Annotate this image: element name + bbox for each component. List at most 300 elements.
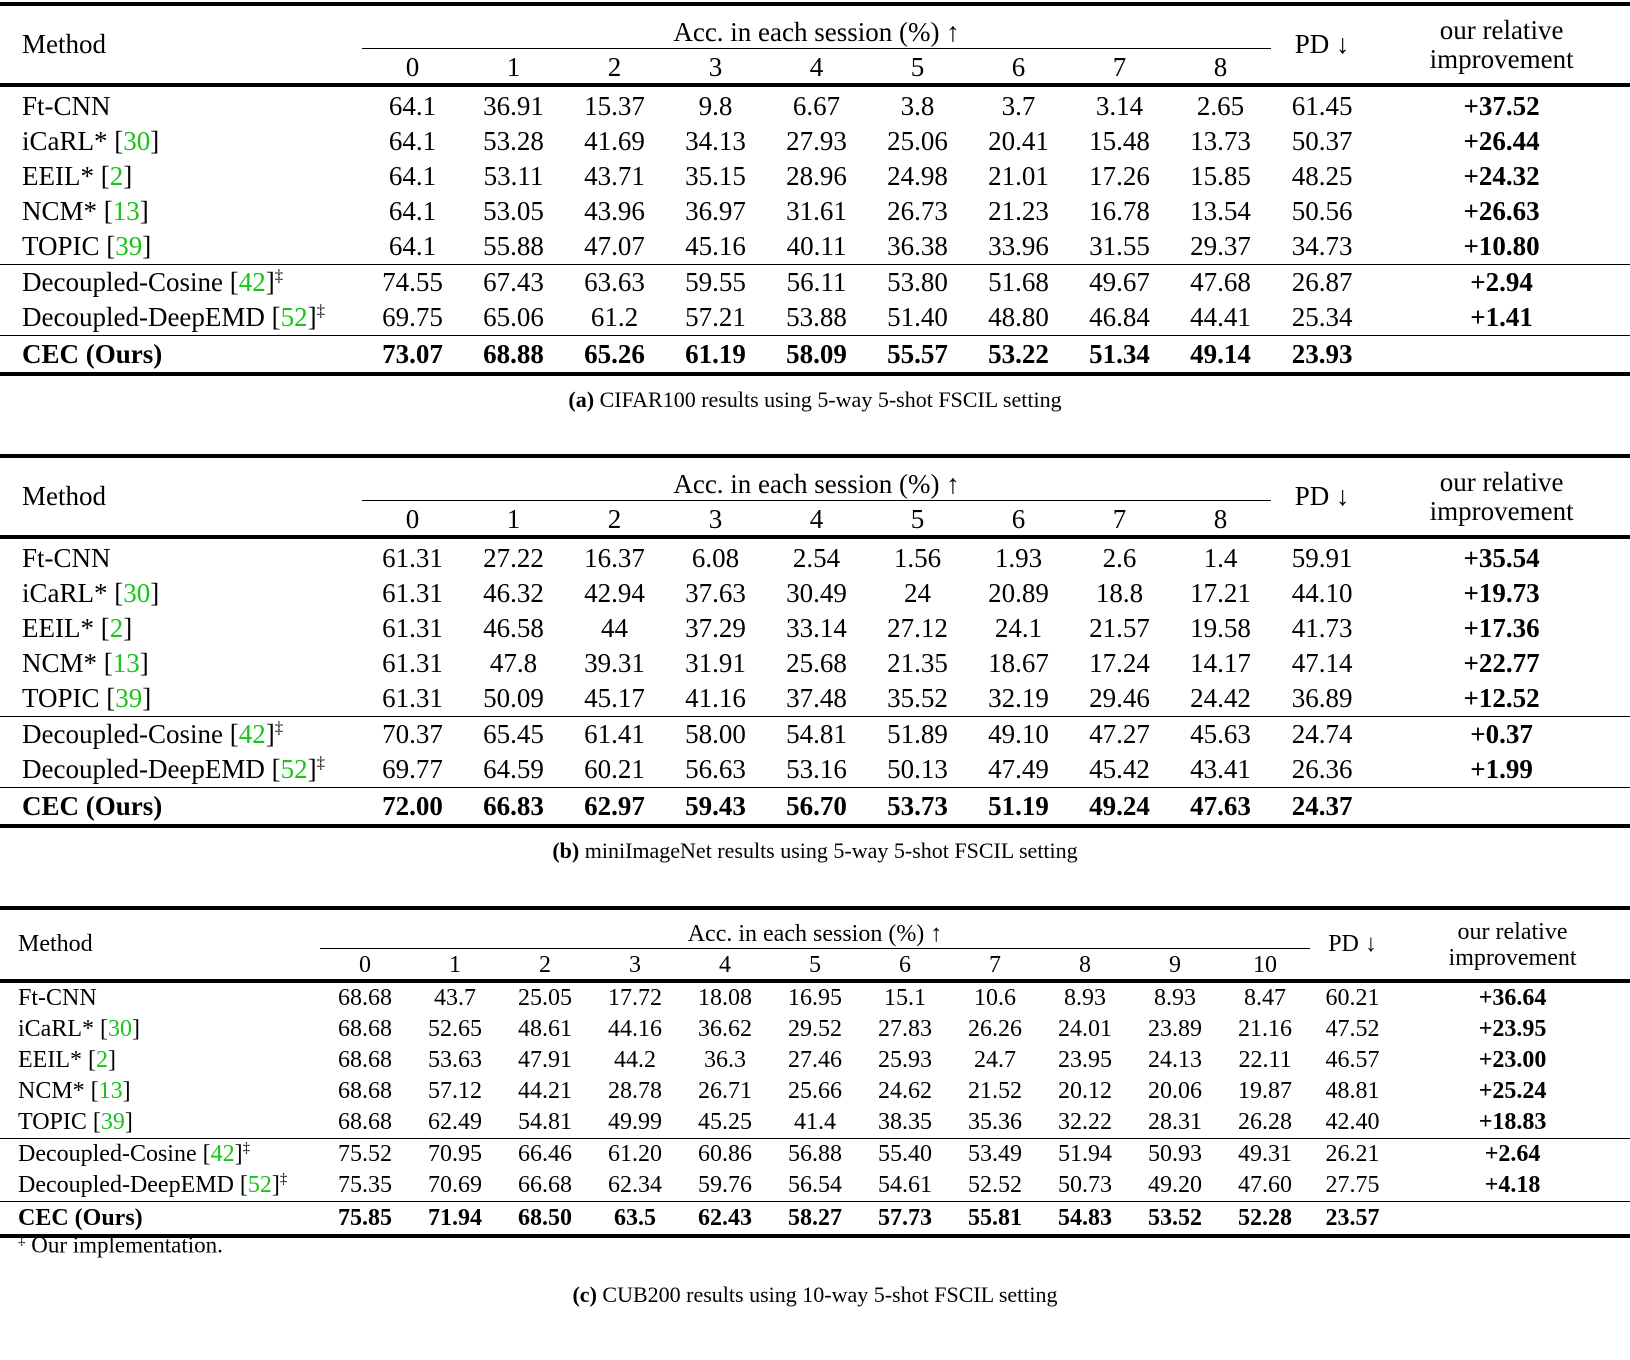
table-b-miniimagenet bbox=[0, 454, 1630, 863]
table-row bbox=[0, 681, 1630, 717]
session-accuracy-cell: 47.8 bbox=[489, 648, 538, 678]
pd-cell: 46.57 bbox=[1325, 1047, 1380, 1073]
session-accuracy-cell: 30.49 bbox=[786, 578, 847, 608]
session-accuracy-cell: 56.70 bbox=[766, 788, 867, 827]
table-row bbox=[0, 752, 1630, 788]
session-accuracy-cell: 53.52 bbox=[1130, 1202, 1220, 1237]
session-accuracy-cell: 51.94 bbox=[1040, 1139, 1130, 1171]
pd-cell: 36.89 bbox=[1291, 683, 1353, 713]
session-accuracy-cell: 56.63 bbox=[685, 754, 746, 784]
session-accuracy-cell: 36.62 bbox=[698, 1016, 752, 1042]
session-accuracy-cell: 68.68 bbox=[338, 1109, 392, 1135]
citation-link[interactable]: 30 bbox=[108, 1016, 132, 1042]
method-name: TOPIC [39] bbox=[22, 231, 152, 261]
session-accuracy-cell: 2.6 bbox=[1069, 537, 1170, 576]
method-name: iCaRL* [30] bbox=[18, 1016, 140, 1042]
relative-improvement-cell: +17.36 bbox=[1463, 613, 1540, 643]
header-improvement bbox=[1373, 4, 1630, 85]
table-row bbox=[0, 1107, 1630, 1139]
citation-link[interactable]: 42 bbox=[238, 719, 266, 749]
session-accuracy-cell: 36.38 bbox=[887, 231, 948, 261]
session-accuracy-cell: 55.88 bbox=[483, 231, 544, 261]
table-row bbox=[0, 229, 1630, 265]
header-session: 4 bbox=[809, 52, 824, 82]
session-accuracy-cell: 8.47 bbox=[1220, 981, 1310, 1014]
session-accuracy-cell: 33.96 bbox=[988, 231, 1049, 261]
table-body bbox=[0, 85, 1630, 374]
pd-cell: 23.57 bbox=[1310, 1202, 1395, 1237]
dagger-footnote-mark: ‡ bbox=[274, 718, 284, 737]
session-accuracy-cell: 66.46 bbox=[500, 1139, 590, 1171]
session-accuracy-cell: 65.26 bbox=[564, 336, 665, 375]
session-accuracy-cell: 53.73 bbox=[867, 788, 968, 827]
method-label: TOPIC [ bbox=[22, 231, 116, 261]
session-accuracy-cell: 24.98 bbox=[887, 161, 948, 191]
dagger-footnote-mark: ‡ bbox=[242, 1140, 251, 1156]
session-accuracy-cell: 54.83 bbox=[1040, 1202, 1130, 1237]
relative-improvement-cell: +22.77 bbox=[1463, 648, 1540, 678]
header-session: 9 bbox=[1169, 952, 1181, 978]
header-session: 8 bbox=[1079, 952, 1091, 978]
header-session: 2 bbox=[539, 952, 551, 978]
session-accuracy-cell: 20.06 bbox=[1148, 1078, 1202, 1104]
session-accuracy-cell: 13.73 bbox=[1190, 126, 1251, 156]
session-accuracy-cell: 51.19 bbox=[968, 788, 1069, 827]
session-accuracy-cell: 26.73 bbox=[887, 196, 948, 226]
method-label: CEC (Ours) bbox=[22, 338, 163, 369]
session-accuracy-cell: 17.21 bbox=[1190, 578, 1251, 608]
pd-cell: 24.37 bbox=[1271, 788, 1373, 827]
session-accuracy-cell: 47.27 bbox=[1069, 717, 1170, 753]
citation-link[interactable]: 39 bbox=[100, 1109, 125, 1135]
relative-improvement-cell bbox=[1395, 1202, 1630, 1237]
session-accuracy-cell: 51.89 bbox=[867, 717, 968, 753]
header-pd: PD ↓ bbox=[1328, 931, 1377, 957]
session-accuracy-cell: 68.50 bbox=[500, 1202, 590, 1237]
session-accuracy-cell: 27.46 bbox=[788, 1047, 842, 1073]
session-accuracy-cell: 26.71 bbox=[698, 1078, 752, 1104]
session-accuracy-cell: 51.68 bbox=[968, 265, 1069, 301]
relative-improvement-cell: +2.64 bbox=[1395, 1139, 1630, 1171]
method-label: iCaRL* [ bbox=[18, 1016, 108, 1042]
session-accuracy-cell: 55.81 bbox=[950, 1202, 1040, 1237]
table-row bbox=[0, 788, 1630, 827]
session-accuracy-cell: 53.11 bbox=[483, 161, 544, 191]
method-label: NCM* [ bbox=[22, 196, 113, 226]
table-row bbox=[0, 1076, 1630, 1107]
session-accuracy-cell: 72.00 bbox=[362, 788, 463, 827]
session-accuracy-cell: 43.96 bbox=[584, 196, 645, 226]
session-accuracy-cell: 70.69 bbox=[428, 1172, 482, 1198]
header-session: 0 bbox=[405, 504, 420, 534]
results-table bbox=[0, 906, 1630, 1238]
session-accuracy-cell: 53.28 bbox=[483, 126, 544, 156]
session-accuracy-cell: 62.43 bbox=[680, 1202, 770, 1237]
session-accuracy-cell: 18.08 bbox=[680, 981, 770, 1014]
session-accuracy-cell: 57.21 bbox=[685, 302, 746, 332]
session-accuracy-cell: 25.06 bbox=[887, 126, 948, 156]
session-accuracy-cell: 47.63 bbox=[1170, 788, 1271, 827]
session-accuracy-cell: 18.67 bbox=[988, 648, 1049, 678]
header-session: 3 bbox=[708, 52, 723, 82]
session-accuracy-cell: 58.09 bbox=[766, 336, 867, 375]
relative-improvement-cell: +23.00 bbox=[1478, 1047, 1547, 1073]
header-method: Method bbox=[18, 931, 93, 957]
dagger-footnote-mark: ‡ bbox=[279, 1171, 288, 1187]
pd-cell: 60.21 bbox=[1310, 981, 1395, 1014]
session-accuracy-cell: 61.20 bbox=[590, 1139, 680, 1171]
pd-cell: 59.91 bbox=[1271, 537, 1373, 576]
session-accuracy-cell: 48.61 bbox=[518, 1016, 572, 1042]
results-table bbox=[0, 2, 1630, 376]
session-accuracy-cell: 19.58 bbox=[1190, 613, 1251, 643]
citation-link[interactable]: 42 bbox=[238, 267, 266, 297]
session-accuracy-cell: 36.91 bbox=[463, 85, 564, 124]
pd-cell: 34.73 bbox=[1291, 231, 1353, 261]
header-session: 8 bbox=[1213, 504, 1228, 534]
citation-link[interactable]: 52 bbox=[280, 754, 308, 784]
citation-link[interactable]: 13 bbox=[98, 1078, 123, 1104]
session-accuracy-cell: 21.23 bbox=[988, 196, 1049, 226]
method-label: Ft-CNN bbox=[18, 985, 97, 1011]
session-accuracy-cell: 27.22 bbox=[463, 537, 564, 576]
header-improvement bbox=[1373, 456, 1630, 537]
header-pd: PD ↓ bbox=[1294, 29, 1350, 59]
session-accuracy-cell: 54.81 bbox=[766, 717, 867, 753]
relative-improvement-cell: +10.80 bbox=[1463, 231, 1540, 261]
relative-improvement-cell: +24.32 bbox=[1463, 161, 1540, 191]
table-row bbox=[0, 194, 1630, 229]
session-accuracy-cell: 53.80 bbox=[867, 265, 968, 301]
session-accuracy-cell: 68.68 bbox=[338, 1047, 392, 1073]
session-accuracy-cell: 53.22 bbox=[968, 336, 1069, 375]
relative-improvement-cell: +1.99 bbox=[1470, 754, 1533, 784]
method-label: Decoupled-DeepEMD [ bbox=[22, 302, 281, 332]
session-accuracy-cell: 53.16 bbox=[786, 754, 847, 784]
session-accuracy-cell: 25.68 bbox=[786, 648, 847, 678]
header-improvement-line2: improvement bbox=[1429, 43, 1574, 74]
session-accuracy-cell: 43.71 bbox=[584, 161, 645, 191]
pd-cell: 42.40 bbox=[1325, 1109, 1380, 1135]
session-accuracy-cell: 49.31 bbox=[1220, 1139, 1310, 1171]
relative-improvement-cell: +18.83 bbox=[1478, 1109, 1547, 1135]
session-accuracy-cell: 63.5 bbox=[590, 1202, 680, 1237]
session-accuracy-cell: 46.32 bbox=[483, 578, 544, 608]
footnote bbox=[18, 1232, 223, 1259]
session-accuracy-cell: 54.81 bbox=[518, 1109, 572, 1135]
session-accuracy-cell: 50.13 bbox=[887, 754, 948, 784]
session-accuracy-cell: 3.14 bbox=[1069, 85, 1170, 124]
session-accuracy-cell: 24.01 bbox=[1058, 1016, 1112, 1042]
session-accuracy-cell: 6.08 bbox=[665, 537, 766, 576]
session-accuracy-cell: 31.91 bbox=[685, 648, 746, 678]
session-accuracy-cell: 49.67 bbox=[1069, 265, 1170, 301]
session-accuracy-cell: 65.06 bbox=[483, 302, 544, 332]
header-session: 0 bbox=[405, 52, 420, 82]
header-pd: PD ↓ bbox=[1294, 481, 1350, 511]
method-label: EEIL* [ bbox=[22, 161, 110, 191]
caption-label: (b) bbox=[552, 838, 580, 863]
session-accuracy-cell: 65.45 bbox=[463, 717, 564, 753]
session-accuracy-cell: 53.88 bbox=[786, 302, 847, 332]
session-accuracy-cell: 15.48 bbox=[1089, 126, 1150, 156]
relative-improvement-cell bbox=[1373, 788, 1630, 827]
session-accuracy-cell: 49.10 bbox=[968, 717, 1069, 753]
citation-link[interactable]: 39 bbox=[115, 231, 143, 261]
session-accuracy-cell: 59.76 bbox=[698, 1172, 752, 1198]
session-accuracy-cell: 28.96 bbox=[786, 161, 847, 191]
method-name: Decoupled-DeepEMD [52]‡ bbox=[22, 301, 326, 332]
session-accuracy-cell: 74.55 bbox=[362, 265, 463, 301]
session-accuracy-cell: 49.20 bbox=[1148, 1172, 1202, 1198]
citation-link[interactable]: 30 bbox=[123, 126, 151, 156]
method-name bbox=[0, 85, 362, 124]
session-accuracy-cell: 61.31 bbox=[382, 578, 443, 608]
method-name: EEIL* [2] bbox=[18, 1047, 116, 1073]
relative-improvement-cell: +12.52 bbox=[1463, 683, 1540, 713]
relative-improvement-cell: +35.54 bbox=[1373, 537, 1630, 576]
session-accuracy-cell: 21.52 bbox=[968, 1078, 1022, 1104]
citation-link[interactable]: 52 bbox=[280, 302, 308, 332]
session-accuracy-cell: 45.42 bbox=[1089, 754, 1150, 784]
citation-link[interactable]: 2 bbox=[109, 613, 124, 643]
table-row bbox=[0, 537, 1630, 576]
pd-cell: 27.75 bbox=[1325, 1172, 1380, 1198]
session-accuracy-cell: 64.1 bbox=[388, 196, 437, 226]
session-accuracy-cell: 8.93 bbox=[1040, 981, 1130, 1014]
table-a-cifar100 bbox=[0, 2, 1630, 412]
header-session: 3 bbox=[708, 504, 723, 534]
session-accuracy-cell: 45.25 bbox=[698, 1109, 752, 1135]
session-accuracy-cell: 35.36 bbox=[968, 1109, 1022, 1135]
session-accuracy-cell: 68.68 bbox=[320, 981, 410, 1014]
session-accuracy-cell: 59.43 bbox=[665, 788, 766, 827]
session-accuracy-cell: 61.31 bbox=[382, 613, 443, 643]
citation-link[interactable]: 42 bbox=[210, 1141, 235, 1167]
session-accuracy-cell: 28.78 bbox=[608, 1078, 662, 1104]
session-accuracy-cell: 24.1 bbox=[994, 613, 1043, 643]
session-accuracy-cell: 55.57 bbox=[867, 336, 968, 375]
session-accuracy-cell: 33.14 bbox=[786, 613, 847, 643]
session-accuracy-cell: 21.16 bbox=[1238, 1016, 1293, 1042]
session-accuracy-cell: 35.15 bbox=[685, 161, 746, 191]
session-accuracy-cell: 67.43 bbox=[463, 265, 564, 301]
pd-cell: 41.73 bbox=[1291, 613, 1353, 643]
session-accuracy-cell: 66.83 bbox=[463, 788, 564, 827]
header-method: Method bbox=[22, 481, 106, 511]
session-accuracy-cell: 24 bbox=[904, 578, 931, 608]
session-accuracy-cell: 27.12 bbox=[887, 613, 948, 643]
session-accuracy-cell: 37.48 bbox=[786, 683, 847, 713]
session-accuracy-cell: 66.68 bbox=[518, 1172, 572, 1198]
session-accuracy-cell: 73.07 bbox=[362, 336, 463, 375]
citation-link[interactable]: 39 bbox=[115, 683, 143, 713]
session-accuracy-cell: 52.65 bbox=[428, 1016, 482, 1042]
header-session: 0 bbox=[359, 952, 371, 978]
method-label: EEIL* [ bbox=[22, 613, 110, 643]
session-accuracy-cell: 43.41 bbox=[1190, 754, 1251, 784]
table-caption bbox=[0, 387, 1630, 413]
method-label: TOPIC [ bbox=[22, 683, 116, 713]
session-accuracy-cell: 2.54 bbox=[766, 537, 867, 576]
table-body bbox=[0, 981, 1630, 1236]
session-accuracy-cell: 47.49 bbox=[988, 754, 1049, 784]
dagger-footnote-mark: ‡ bbox=[274, 266, 284, 285]
header-improvement-line1: our relative bbox=[1457, 918, 1568, 945]
session-accuracy-cell: 1.4 bbox=[1170, 537, 1271, 576]
session-accuracy-cell: 64.1 bbox=[388, 126, 437, 156]
session-accuracy-cell: 62.49 bbox=[428, 1109, 482, 1135]
header-acc-group: Acc. in each session (%) ↑ bbox=[362, 4, 1271, 49]
session-accuracy-cell: 17.26 bbox=[1089, 161, 1150, 191]
session-accuracy-cell: 53.49 bbox=[950, 1139, 1040, 1171]
method-name: NCM* [13] bbox=[22, 196, 149, 226]
pd-cell: 50.56 bbox=[1291, 196, 1353, 226]
session-accuracy-cell: 36.3 bbox=[704, 1047, 746, 1073]
relative-improvement-cell: +2.94 bbox=[1373, 265, 1630, 301]
session-accuracy-cell: 58.00 bbox=[665, 717, 766, 753]
table-row bbox=[0, 85, 1630, 124]
method-label: EEIL* [ bbox=[18, 1047, 96, 1073]
method-name bbox=[0, 537, 362, 576]
session-accuracy-cell: 70.37 bbox=[362, 717, 463, 753]
session-accuracy-cell: 26.28 bbox=[1238, 1109, 1293, 1135]
session-accuracy-cell: 21.01 bbox=[988, 161, 1049, 191]
method-label: iCaRL* [ bbox=[22, 578, 124, 608]
header-session: 2 bbox=[607, 504, 622, 534]
pd-cell: 61.45 bbox=[1271, 85, 1373, 124]
method-label: Decoupled-DeepEMD [ bbox=[22, 754, 281, 784]
header-session: 6 bbox=[1011, 52, 1026, 82]
session-accuracy-cell: 48.80 bbox=[988, 302, 1049, 332]
method-name: NCM* [13] bbox=[18, 1078, 131, 1104]
footnote-mark: ‡ bbox=[18, 1232, 26, 1248]
session-accuracy-cell: 24.13 bbox=[1148, 1047, 1202, 1073]
method-name: Decoupled-Cosine [42]‡ bbox=[0, 1139, 320, 1171]
header-session: 7 bbox=[1112, 52, 1127, 82]
session-accuracy-cell: 32.22 bbox=[1058, 1109, 1112, 1135]
session-accuracy-cell: 1.56 bbox=[867, 537, 968, 576]
session-accuracy-cell: 75.35 bbox=[338, 1172, 392, 1198]
session-accuracy-cell: 37.63 bbox=[685, 578, 746, 608]
relative-improvement-cell: +26.63 bbox=[1463, 196, 1540, 226]
method-name: TOPIC [39] bbox=[22, 683, 152, 713]
session-accuracy-cell: 31.55 bbox=[1089, 231, 1150, 261]
session-accuracy-cell: 44.16 bbox=[608, 1016, 662, 1042]
method-name: TOPIC [39] bbox=[18, 1109, 133, 1135]
session-accuracy-cell: 52.52 bbox=[968, 1172, 1022, 1198]
caption-text: CUB200 results using 10-way 5-shot FSCIL setting bbox=[596, 1282, 1058, 1307]
session-accuracy-cell: 56.11 bbox=[766, 265, 867, 301]
pd-cell: 48.25 bbox=[1291, 161, 1353, 191]
session-accuracy-cell: 43.7 bbox=[410, 981, 500, 1014]
session-accuracy-cell: 68.68 bbox=[338, 1016, 392, 1042]
session-accuracy-cell: 24.62 bbox=[878, 1078, 932, 1104]
session-accuracy-cell: 18.8 bbox=[1095, 578, 1144, 608]
session-accuracy-cell: 59.55 bbox=[665, 265, 766, 301]
method-name bbox=[0, 1202, 320, 1237]
session-accuracy-cell: 46.58 bbox=[483, 613, 544, 643]
session-accuracy-cell: 61.19 bbox=[665, 336, 766, 375]
method-name: iCaRL* [30] bbox=[22, 578, 160, 608]
session-accuracy-cell: 64.59 bbox=[483, 754, 544, 784]
citation-link[interactable]: 2 bbox=[95, 1047, 108, 1073]
session-accuracy-cell: 45.16 bbox=[685, 231, 746, 261]
session-accuracy-cell: 41.16 bbox=[685, 683, 746, 713]
session-accuracy-cell: 61.2 bbox=[590, 302, 639, 332]
session-accuracy-cell: 22.11 bbox=[1238, 1047, 1292, 1073]
session-accuracy-cell: 10.6 bbox=[950, 981, 1040, 1014]
session-accuracy-cell: 6.67 bbox=[766, 85, 867, 124]
header-session: 2 bbox=[607, 52, 622, 82]
session-accuracy-cell: 24.7 bbox=[974, 1047, 1016, 1073]
citation-link[interactable]: 13 bbox=[112, 196, 140, 226]
method-label: CEC (Ours) bbox=[22, 790, 163, 821]
pd-cell: 25.34 bbox=[1291, 302, 1353, 332]
table-row bbox=[0, 1139, 1630, 1171]
session-accuracy-cell: 50.09 bbox=[483, 683, 544, 713]
session-accuracy-cell: 63.63 bbox=[564, 265, 665, 301]
session-accuracy-cell: 21.35 bbox=[887, 648, 948, 678]
session-accuracy-cell: 49.14 bbox=[1170, 336, 1271, 375]
session-accuracy-cell: 15.1 bbox=[860, 981, 950, 1014]
session-accuracy-cell: 75.52 bbox=[320, 1139, 410, 1171]
session-accuracy-cell: 46.84 bbox=[1089, 302, 1150, 332]
session-accuracy-cell: 25.05 bbox=[500, 981, 590, 1014]
session-accuracy-cell: 26.26 bbox=[968, 1016, 1022, 1042]
session-accuracy-cell: 69.77 bbox=[382, 754, 443, 784]
relative-improvement-cell: +37.52 bbox=[1373, 85, 1630, 124]
method-label: Decoupled-Cosine [ bbox=[18, 1141, 211, 1167]
relative-improvement-cell: +23.95 bbox=[1478, 1016, 1547, 1042]
method-name bbox=[0, 981, 320, 1014]
header-improvement-line1: our relative bbox=[1439, 466, 1564, 497]
session-accuracy-cell: 44 bbox=[601, 613, 628, 643]
citation-link[interactable]: 2 bbox=[109, 161, 124, 191]
session-accuracy-cell: 41.4 bbox=[794, 1109, 836, 1135]
session-accuracy-cell: 53.05 bbox=[483, 196, 544, 226]
method-label: Decoupled-Cosine [ bbox=[22, 267, 239, 297]
citation-link[interactable]: 52 bbox=[247, 1172, 272, 1198]
session-accuracy-cell: 47.07 bbox=[584, 231, 645, 261]
relative-improvement-cell: +19.73 bbox=[1463, 578, 1540, 608]
session-accuracy-cell: 49.99 bbox=[608, 1109, 662, 1135]
citation-link[interactable]: 13 bbox=[112, 648, 140, 678]
session-accuracy-cell: 13.54 bbox=[1190, 196, 1251, 226]
session-accuracy-cell: 47.91 bbox=[518, 1047, 572, 1073]
session-accuracy-cell: 62.97 bbox=[564, 788, 665, 827]
header-session: 3 bbox=[629, 952, 641, 978]
caption-label: (c) bbox=[572, 1282, 597, 1307]
citation-link[interactable]: 30 bbox=[123, 578, 151, 608]
session-accuracy-cell: 25.93 bbox=[878, 1047, 932, 1073]
session-accuracy-cell: 2.65 bbox=[1170, 85, 1271, 124]
method-label: Decoupled-DeepEMD [ bbox=[18, 1172, 248, 1198]
table-row bbox=[0, 265, 1630, 301]
session-accuracy-cell: 34.13 bbox=[685, 126, 746, 156]
table-row bbox=[0, 1202, 1630, 1237]
session-accuracy-cell: 44.41 bbox=[1190, 302, 1251, 332]
pd-cell: 24.74 bbox=[1271, 717, 1373, 753]
session-accuracy-cell: 32.19 bbox=[988, 683, 1049, 713]
header-session: 4 bbox=[809, 504, 824, 534]
dagger-footnote-mark: ‡ bbox=[316, 301, 326, 320]
header-session: 5 bbox=[809, 952, 821, 978]
footnote-text: Our implementation. bbox=[25, 1232, 223, 1258]
caption-label: (a) bbox=[568, 387, 595, 412]
method-name: EEIL* [2] bbox=[22, 161, 133, 191]
pd-cell: 26.36 bbox=[1291, 754, 1353, 784]
